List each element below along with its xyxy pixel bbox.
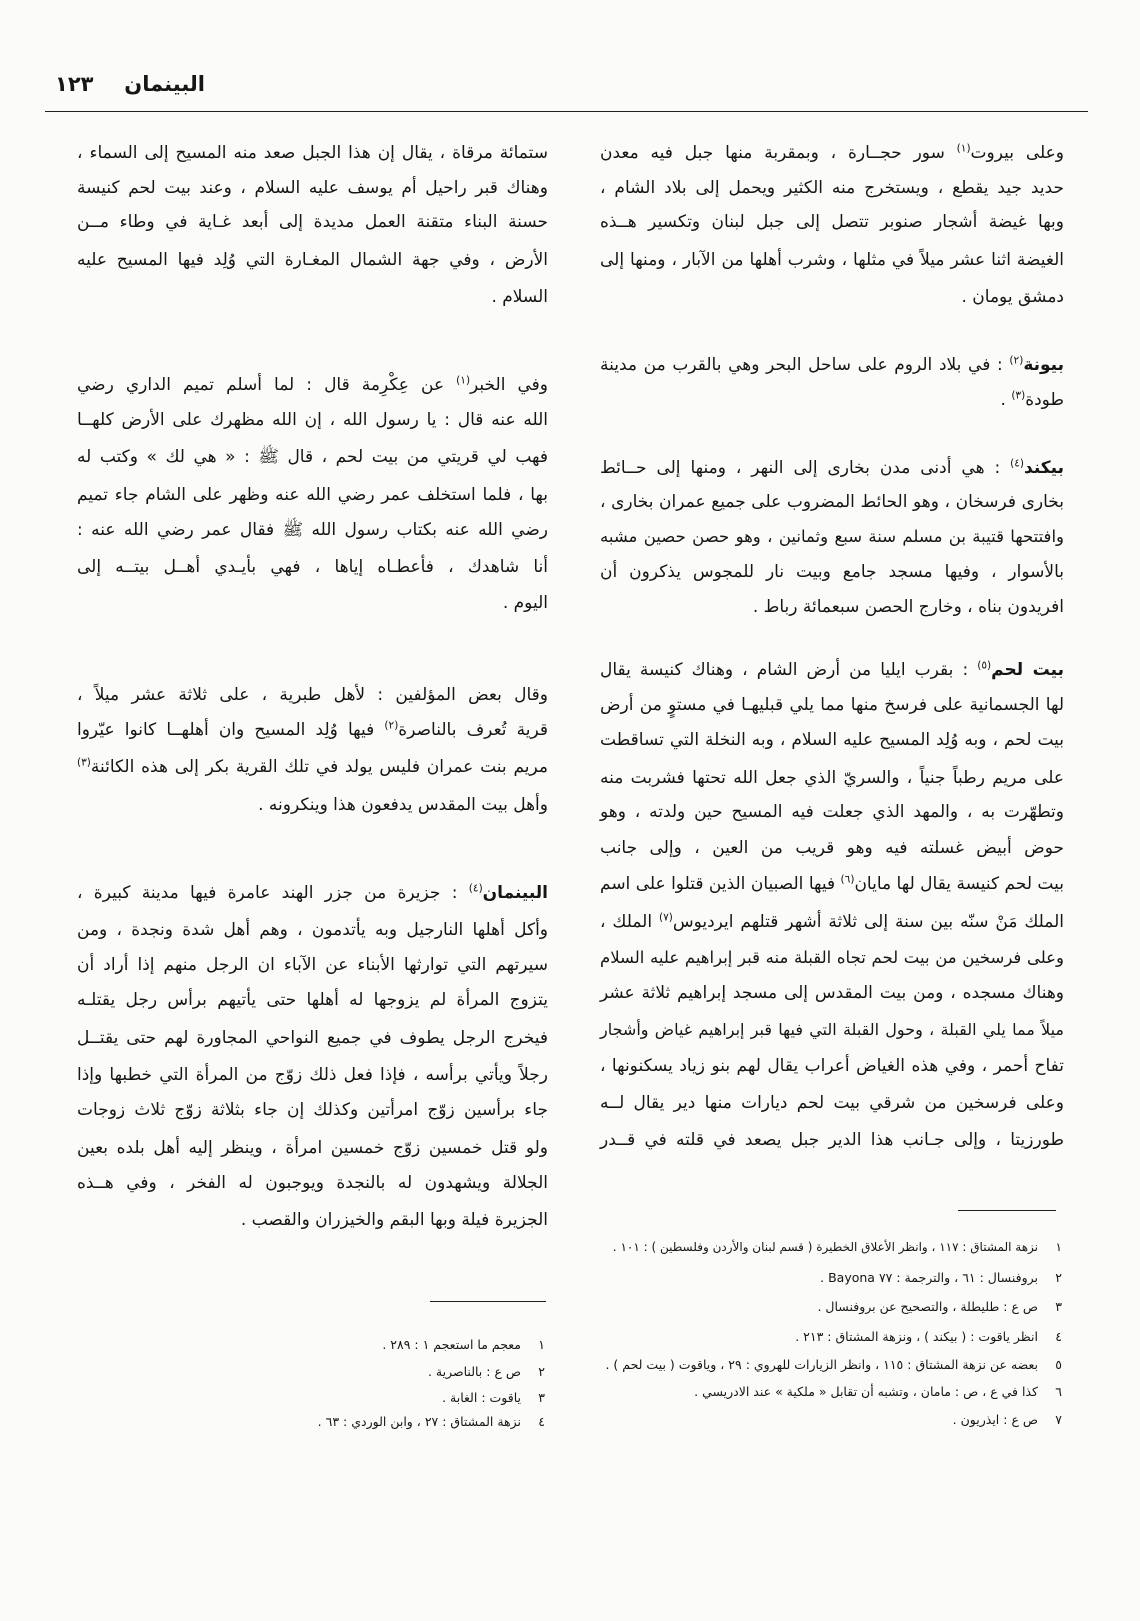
headword: بيت لحم <box>991 660 1064 680</box>
footnote-marker: (١) <box>956 142 971 155</box>
footnote <box>600 1296 1062 1318</box>
line-text: قرية تُعرف بالناصرة <box>398 720 548 740</box>
footnote-number: ٣ <box>538 1390 545 1405</box>
line-text: عن عِكْرِمة قال : لما أسلم تميم الداري رضي <box>77 375 457 395</box>
headword: بيونة <box>1023 355 1064 375</box>
footnote <box>600 1326 1062 1348</box>
text-line: لها الجسمانية على فرسخ منها مما يلي قبليهـا في مستوٍ من أرض <box>600 695 1064 715</box>
footnote <box>600 1236 1062 1258</box>
footnote <box>77 1411 545 1433</box>
footnote <box>600 1354 1062 1376</box>
text-line: حديد جيد يقطع ، ويستخرج منه الكثير ويحمل إلى بلاد الشام ، <box>600 178 1064 198</box>
text-line: بالأسوار ، وفيها مسجد جامع وبيت نار للمجوس يذكرون أن <box>600 562 1064 582</box>
text-line: فيخرج الرجل يطوف في جميع النواحي المجاورة لهم حتى يقتــل <box>77 1028 548 1048</box>
text-line: الجلالة ويشهدون له بالنجدة ويوجبون له الفخر ، وفي هــذه <box>77 1173 548 1193</box>
text-line: أنا شاهدك ، فأعطـاه إياها ، فهي بأيـدي أهــل بيتــه إلى <box>77 557 548 577</box>
footnote-text: ص ع : بالناصرية . <box>427 1364 521 1379</box>
footnote-number: ١ <box>1055 1240 1062 1254</box>
footnote-separator <box>430 1301 546 1302</box>
text-line: وقال بعض المؤلفين : لأهل طبرية ، على ثلاثة عشر ميلاً ، <box>77 685 548 705</box>
page-number: ١٢٣ <box>55 72 94 96</box>
text-line: طورزيتا ، وإلى جـانب هذا الدير جبل يصعد في قلته في قــدر <box>600 1130 1064 1150</box>
line-text: فيها وُلِد المسيح وان أهلهــا كانوا عيّروا <box>77 720 385 740</box>
text-line: بيت لحم ، وبه وُلِد المسيح عليه السلام ، وبه النخلة التي تساقطت <box>600 730 1064 750</box>
line-text: مريم بنت عمران فليس يولد في تلك القرية بكر إلى هذه الكائنة <box>90 757 548 777</box>
text-line <box>77 369 548 401</box>
text-line <box>600 452 1064 484</box>
text-line <box>600 349 1064 381</box>
footnote-number: ١ <box>538 1337 545 1352</box>
text-line: وعلى فرسخين من شرقي بيت لحم ديارات منها دير يقال لــه <box>600 1093 1064 1113</box>
text-line: وبها غيضة أشجار صنوبر تتصل إلى جبل لبنان وتكسير هــذه <box>600 212 1064 232</box>
text-line: سيرتهم التي توارثها الأبناء عن الآباء ان الرجل منهم إذا أراد أن <box>77 955 548 975</box>
text-line: وتطهّرت به ، والمهد الذي جعلت فيه المسيح حين ولدته ، وهو <box>600 802 1064 822</box>
footnote-text: بعضه عن نزهة المشتاق : ١١٥ ، وانظر الزيارات للهروي : ٢٩ ، وياقوت ( بيت لحم ) . <box>605 1357 1038 1372</box>
text-line: تفاح أحمر ، وفي هذه الغياض أعراب يقال لهم بنو زياد يسكنونها ، <box>600 1056 1064 1076</box>
text-line: بها ، فلما استخلف عمر رضي الله عنه وظهر على الشام جاء تميم <box>77 485 548 505</box>
text-line <box>77 751 548 783</box>
footnote <box>77 1361 545 1383</box>
footnote-marker: (٤) <box>468 882 483 895</box>
footnote-marker: (٥) <box>977 659 992 672</box>
text-line: اليوم . <box>502 593 548 613</box>
footnote-marker: (٢) <box>1009 354 1024 367</box>
footnote-text: ص ع : ايذريون . <box>952 1412 1038 1427</box>
text-line: رضي الله عنه بكتاب رسول الله ﷺ فقال عمر رضي الله عنه : <box>77 520 548 540</box>
headword: بيكند <box>1024 458 1064 478</box>
text-line <box>600 868 1064 900</box>
footnote-text: نزهة المشتاق : ١١٧ ، وانظر الأعلاق الخطيرة ( قسم لبنان والأردن وفلسطين ) : ١٠١ . <box>612 1240 1038 1254</box>
footnote-text: نزهة المشتاق : ٢٧ ، وابن الوردي : ٦٣ . <box>317 1414 521 1429</box>
line-text: وفي الخبر <box>470 375 549 395</box>
text-line: على مريم رطباً جنياً ، والسريّ الذي جعل الله تحتها فشربت منه <box>600 768 1064 788</box>
footnote-marker: (٢) <box>384 719 399 732</box>
footnote-text: معجم ما استعجم ١ : ٢٨٩ . <box>382 1337 521 1352</box>
text-line: الله عنه قال : يا رسول الله ، إن الله مظهرك على الأرض كلهــا <box>77 410 548 430</box>
line-text: وعلى بيروت <box>970 143 1064 163</box>
footnote <box>77 1387 545 1409</box>
text-line: افريدون بناه ، وخارج الحصن سبعمائة رباط . <box>752 597 1064 617</box>
text-line: حوض أبيض غسلته فيه وهو قريب من العين ، وإلى جانب <box>600 838 1064 858</box>
footnote-marker: (٣) <box>77 756 91 769</box>
footnote-number: ٦ <box>1055 1384 1062 1399</box>
line-text: : هي أدنى مدن بخارى إلى النهر ، ومنها إلى حــائط <box>600 458 1011 478</box>
footnote-number: ٤ <box>538 1414 545 1429</box>
text-line: الأرض ، وفي جهة الشمال المغـارة التي وُلِد فيها المسيح عليه <box>77 250 548 270</box>
text-line: الغيضة اثنا عشر ميلاً في مثلها ، وشرب أهلها من الآبار ، ومنها إلى <box>600 250 1064 270</box>
text-line <box>600 906 1064 938</box>
footnote <box>600 1267 1062 1289</box>
text-line: رجلاً ويأتي برأسه ، فإذا فعل ذلك زوّج من المرأة التي خطبها وإذا <box>77 1065 548 1085</box>
text-line: فهب لي قريتي من بيت لحم ، قال ﷺ : « هي لك » وكتب له <box>77 447 548 467</box>
line-text: طودة <box>1025 390 1064 410</box>
footnote-marker: (٦) <box>840 873 855 886</box>
text-line: ولو قتل خمسين زوّج خمسين امرأة ، وينظر إليه أهل بلده بعين <box>77 1138 548 1158</box>
headword: البينمان <box>482 883 548 903</box>
footnote <box>600 1381 1062 1403</box>
text-line <box>600 384 1064 416</box>
text-line: بخارى فرسخان ، وهو الحائط المضروب على جميع عمران بخارى ، <box>600 492 1064 512</box>
footnote-number: ٣ <box>1055 1299 1062 1314</box>
text-line: دمشق يومان . <box>961 287 1064 307</box>
footnote <box>77 1334 545 1356</box>
footnote-text: بروفنسال : ٦١ ، والترجمة : ٧٧ Bayona . <box>820 1270 1038 1285</box>
header-rule <box>45 111 1088 112</box>
footnote-text: ياقوت : الغابة . <box>442 1390 521 1405</box>
text-line <box>600 654 1064 686</box>
text-line: يتزوج المرأة لم يزوجها له أهلها حتى يأتيهم برأس رجل يقتلـه <box>77 990 548 1010</box>
text-line <box>77 877 548 909</box>
footnote-separator <box>958 1210 1056 1211</box>
text-line: ستمائة مرقاة ، يقال إن هذا الجبل صعد منه المسيح إلى السماء ، <box>77 143 548 163</box>
text-line <box>600 137 1064 169</box>
footnote-number: ٧ <box>1055 1412 1062 1427</box>
line-text: : جزيرة من جزر الهند عامرة فيها مدينة كبيرة ، <box>77 883 469 903</box>
text-line: وهناك قبر راحيل أم يوسف عليه السلام ، وعند بيت لحم كنيسة <box>77 178 548 198</box>
footnote-marker: (٣) <box>1011 389 1026 402</box>
text-line: جاء برأسين زوّج امرأتين وكذلك إن جاء بثلاثة زوّج ثلاث زوجات <box>77 1100 548 1120</box>
footnote-number: ٤ <box>1055 1329 1062 1344</box>
footnote-text: ص ع : طليطلة ، والتصحيح عن بروفنسال . <box>817 1299 1038 1314</box>
text-line: وعلى فرسخين من بيت لحم تجاه القبلة منه قبر إبراهيم عليه السلام <box>600 948 1064 967</box>
text-line: وافتتحها قتيبة بن مسلم سنة سبع وثمانين ، وهو حصن حصين مشبه <box>600 527 1064 546</box>
footnote-number: ٢ <box>1055 1270 1062 1285</box>
text-line: وأكل أهلها النارجيل وبه يأتدمون ، وهم أهل شدة ونجدة ، ومن <box>77 920 548 940</box>
line-text: سور حجــارة ، وبمقربة منها جبل فيه معدن <box>600 143 957 163</box>
footnote-number: ٢ <box>538 1364 545 1379</box>
text-line: السلام . <box>491 287 548 307</box>
text-line: ميلاً مما يلي القبلة ، وحول القبلة التي فيها قبر إبراهيم غياض وأشجار <box>600 1020 1064 1039</box>
text-line: وهناك مسجده ، ومن بيت المقدس إلى مسجد إبراهيم ثلاثة عشر <box>600 983 1064 1003</box>
footnote-marker: (١) <box>456 374 471 387</box>
text-line: وأهل بيت المقدس يدفعون هذا وينكرونه . <box>258 795 548 815</box>
running-title: البينمان <box>124 72 205 96</box>
footnote <box>600 1409 1062 1431</box>
line-text: : في بلاد الروم على ساحل البحر وهي بالقرب من مدينة <box>600 355 1010 375</box>
line-text: الملك مَنْ سنّه بين سنة إلى ثلاثة أشهر قتلهم ايرديوس <box>672 912 1065 932</box>
footnote-text: انظر ياقوت : ( بيكند ) ، ونزهة المشتاق : ٢١٣ . <box>795 1329 1038 1344</box>
text-line: حسنة البناء متقنة العمل مديدة إلى أبعد غـاية في وطاء مــن <box>77 212 548 232</box>
footnote-text: كذا في ع ، ص : مامان ، وتشبه أن تقابل « ملكية » عند الادريسي . <box>694 1384 1038 1399</box>
line-text: : بقرب ايليا من أرض الشام ، وهناك كنيسة يقال <box>600 660 978 680</box>
text-line: الجزيرة فيلة وبها البقم والخيزران والقصب . <box>240 1210 548 1230</box>
footnote-marker: (٤) <box>1010 457 1025 470</box>
footnote-number: ٥ <box>1055 1357 1062 1372</box>
text-line <box>77 714 548 746</box>
line-text: الملك ، <box>600 912 659 932</box>
footnote-marker: (٧) <box>658 911 673 924</box>
line-text: بيت لحم كنيسة يقال لها مايان <box>854 874 1064 894</box>
line-text: فيها الصبيان الذين قتلوا على اسم <box>600 874 841 894</box>
line-text: . <box>1000 390 1012 410</box>
